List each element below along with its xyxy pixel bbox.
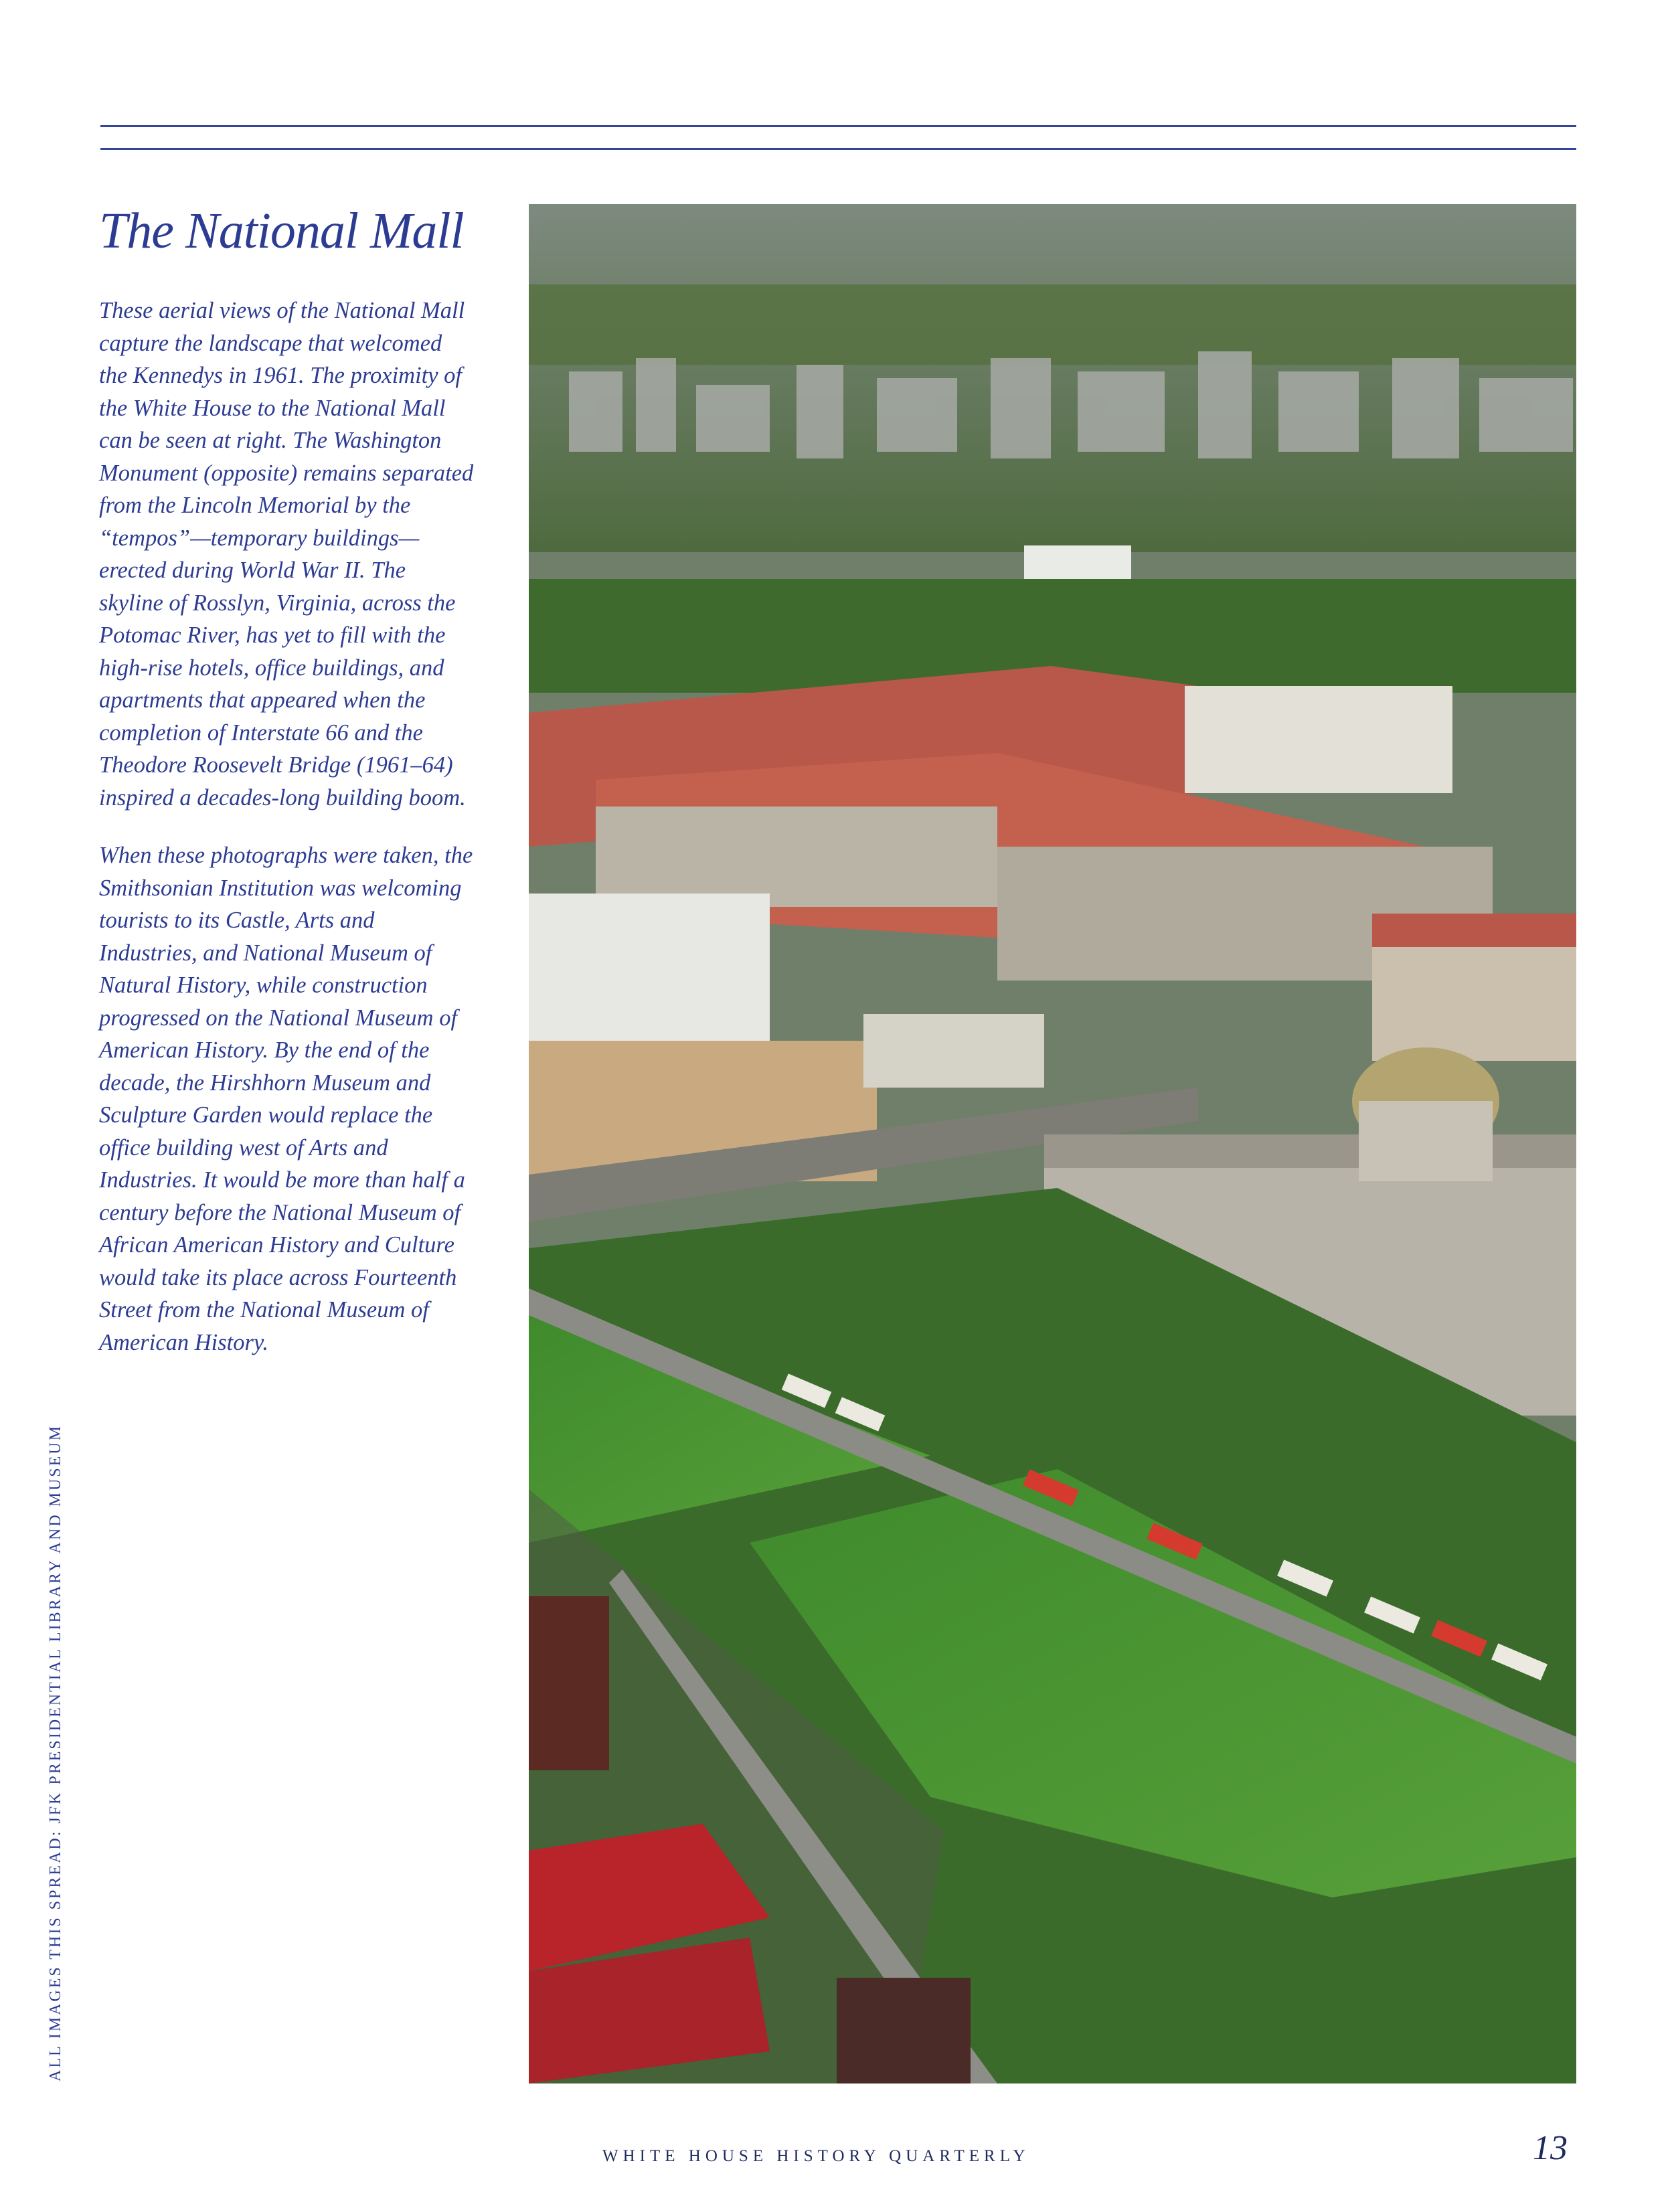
- page-number: 13: [1533, 2129, 1568, 2167]
- article-paragraph-1: These aerial views of the National Mall capture the landscape that welcomed the Kennedys in 1961. The proximity of the White House to the National Mall can be seen at right. The Washington Monument (opposite) remains separated from the Lincoln Memorial by the “tempos”—temporary buildings—erected during World War II. The skyline of Rosslyn, Virginia, across the Potomac River, has yet to fill with the high-rise hotels, office buildings, and apartments that appeared when the completion of Interstate 66 and the Theodore Roosevelt Bridge (1961–64) inspired a decades-long building boom.: [99, 298, 474, 811]
- article-body: [99, 294, 474, 1384]
- aerial-photo: [529, 204, 1576, 2083]
- top-rule-secondary: [100, 148, 1576, 150]
- photo-credit: ALL IMAGES THIS SPREAD: JFK PRESIDENTIAL LIBRARY AND MUSEUM: [47, 1424, 64, 2081]
- page-title: The National Mall: [99, 203, 464, 259]
- article-paragraph-2: When these photographs were taken, the Smithsonian Institution was welcoming tourists to its Castle, Arts and Industries, and National Museum of Natural History, while construction progressed on the National Museum of American History. By the end of the decade, the Hirshhorn Museum and Sculpture Garden would replace the office building west of Arts and Industries. It would be more than half a century before the National Museum of African American History and Culture would take its place across Fourteenth Street from the National Museum of American History.: [99, 843, 473, 1355]
- publication-name: WHITE HOUSE HISTORY QUARTERLY: [602, 2147, 1030, 2165]
- top-rule: [100, 125, 1576, 127]
